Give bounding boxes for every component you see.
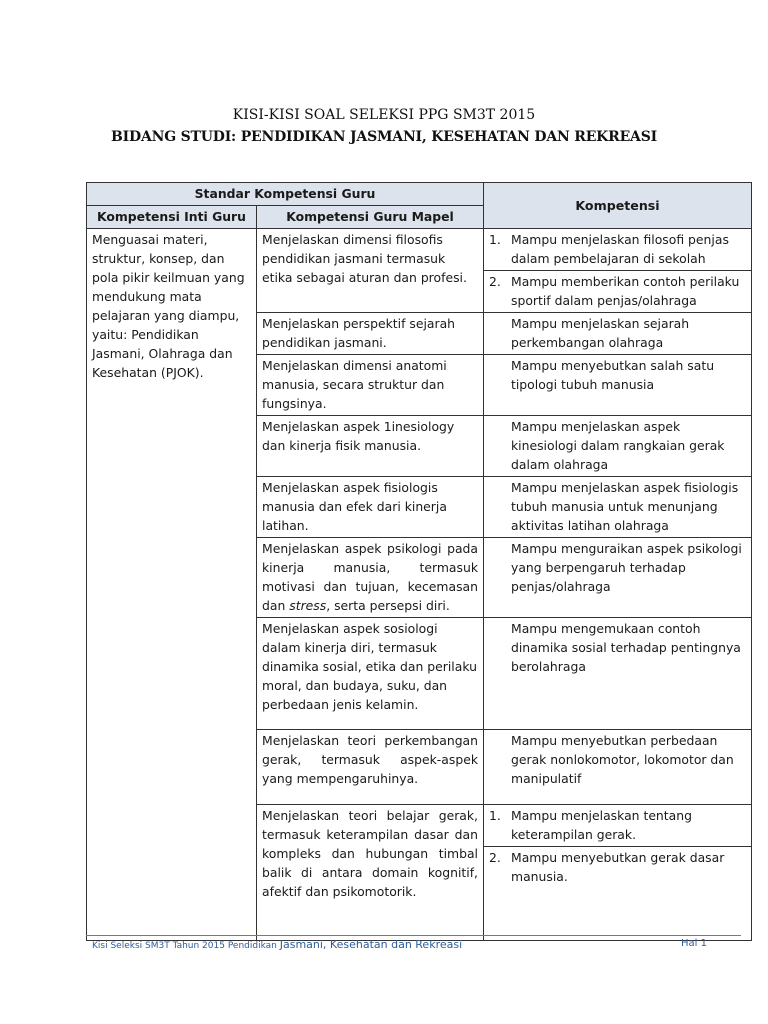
header-mapel: Kompetensi Guru Mapel [257, 206, 484, 229]
kompetensi-cell: Mampu menguraikan aspek psikologi yang berpengaruh terhadap penjas/olahraga [484, 538, 752, 618]
mapel-cell: Menjelaskan aspek sosiologi dalam kinerja diri, termasuk dinamika sosial, etika dan perilaku moral, dan budaya, suku, dan perbedaan jenis kelamin. [257, 618, 484, 730]
mapel-cell: Menjelaskan teori belajar gerak, termasuk keterampilan dasar dan kompleks dan hubungan timbal balik di antara domain kognitif, afektif dan psikomotorik. [257, 805, 484, 941]
kompetensi-cell: Mampu menjelaskan sejarah perkembangan olahraga [484, 313, 752, 355]
footer-divider [86, 935, 741, 936]
header-kompetensi: Kompetensi [484, 183, 752, 229]
kompetensi-cell: Mampu menjelaskan aspek fisiologis tubuh manusia untuk menunjang aktivitas latihan olahraga [484, 477, 752, 538]
footer-left: Kisi Seleksi SM3T Tahun 2015 Pendidikan Jasmani, Kesehatan dan Rekreasi [92, 938, 463, 951]
mapel-cell: Menjelaskan perspektif sejarah pendidikan jasmani. [257, 313, 484, 355]
document-title: KISI-KISI SOAL SELEKSI PPG SM3T 2015 [232, 107, 536, 123]
stress-italic: stress [289, 598, 327, 613]
mapel-cell: Menjelaskan aspek psikologi pada kinerja manusia, termasuk motivasi dan tujuan, kecemasan dan stress, serta persepsi diri. [257, 538, 484, 618]
inti-cell: Menguasai materi, struktur, konsep, dan pola pikir keilmuan yang mendukung mata pelajaran yang diampu, yaitu: Pendidikan Jasmani, Olahraga dan Kesehatan (PJOK). [87, 229, 257, 941]
kompetensi-cell: Mampu menyebutkan salah satu tipologi tubuh manusia [484, 355, 752, 416]
kompetensi-cell: 1. Mampu menjelaskan tentang keterampilan gerak. [484, 805, 752, 847]
mapel-cell: Menjelaskan aspek 1inesiology dan kinerja fisik manusia. [257, 416, 484, 477]
mapel-cell: Menjelaskan dimensi anatomi manusia, secara struktur dan fungsinya. [257, 355, 484, 416]
header-inti: Kompetensi Inti Guru [87, 206, 257, 229]
mapel-cell: Menjelaskan teori perkembangan gerak, termasuk aspek-aspek yang mempengaruhinya. [257, 730, 484, 805]
kompetensi-cell: 2. Mampu menyebutkan gerak dasar manusia. [484, 847, 752, 941]
kompetensi-cell: Mampu menyebutkan perbedaan gerak nonlokomotor, lokomotor dan manipulatif [484, 730, 752, 805]
kompetensi-cell: 1. Mampu menjelaskan filosofi penjas dalam pembelajaran di sekolah [484, 229, 752, 271]
kompetensi-cell: 2. Mampu memberikan contoh perilaku sportif dalam penjas/olahraga [484, 271, 752, 313]
mapel-cell: Menjelaskan aspek fisiologis manusia dan efek dari kinerja latihan. [257, 477, 484, 538]
page-number: Hal 1 [681, 938, 707, 949]
document-subtitle: BIDANG STUDI: PENDIDIKAN JASMANI, KESEHATAN DAN REKREASI [111, 129, 657, 145]
kompetensi-cell: Mampu menjelaskan aspek kinesiologi dalam rangkaian gerak dalam olahraga [484, 416, 752, 477]
kisi-kisi-table [86, 182, 752, 941]
header-standar: Standar Kompetensi Guru [87, 183, 484, 206]
mapel-cell: Menjelaskan dimensi filosofis pendidikan jasmani termasuk etika sebagai aturan dan profesi. [257, 229, 484, 313]
kompetensi-cell: Mampu mengemukaan contoh dinamika sosial terhadap pentingnya berolahraga [484, 618, 752, 730]
